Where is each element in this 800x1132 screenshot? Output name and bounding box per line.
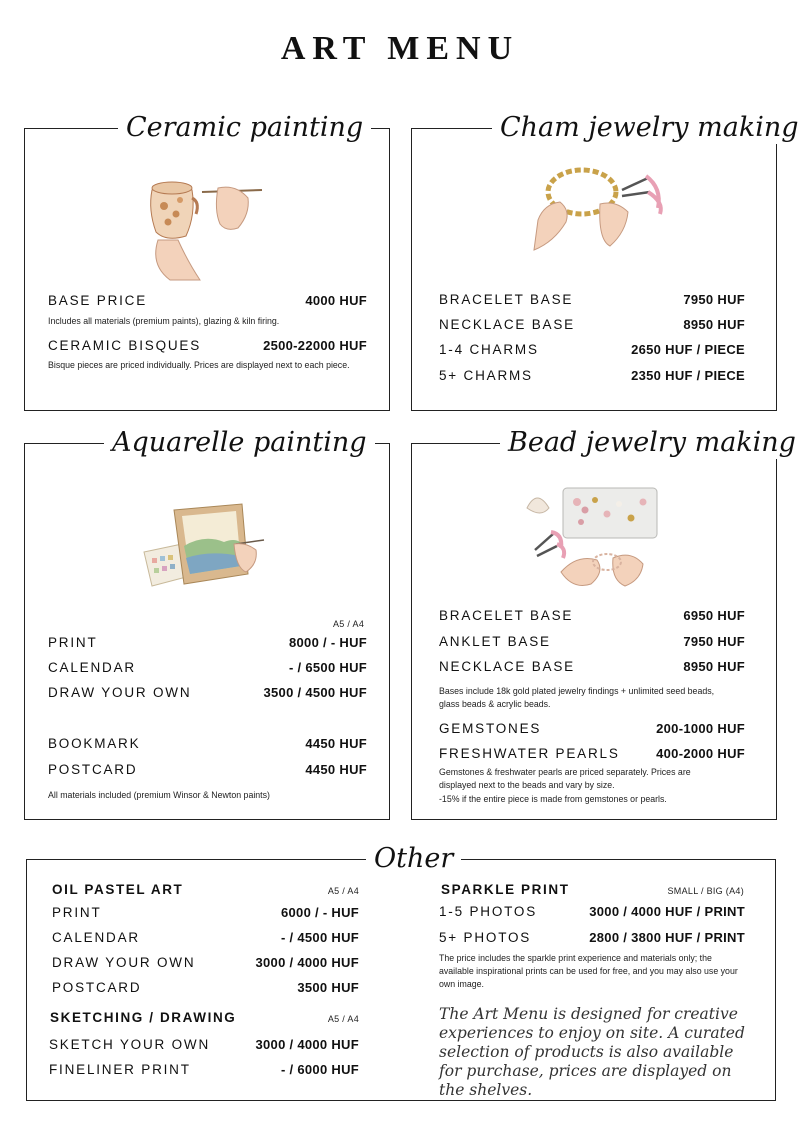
- bead-title: Bead jewelry making: [500, 427, 800, 459]
- oil-pastel-item-price: 3000 / 4000 HUF: [255, 955, 359, 970]
- bead-item-price: 7950 HUF: [683, 634, 745, 649]
- oil-pastel-row: [52, 905, 359, 920]
- charm-item-price: 2650 HUF / PIECE: [631, 342, 745, 357]
- aquarelle-item-price: - / 6500 HUF: [288, 660, 367, 675]
- oil-pastel-heading: OIL PASTEL ART: [52, 882, 184, 897]
- aquarelle-item-label: DRAW YOUR OWN: [48, 685, 192, 700]
- sketching-size-header: A5 / A4: [327, 1014, 359, 1024]
- bead-item-label: NECKLACE BASE: [439, 659, 575, 674]
- aquarelle-item-label: PRINT: [48, 635, 98, 650]
- oil-pastel-item-label: POSTCARD: [52, 980, 142, 995]
- aquarelle-item-label: CALENDAR: [48, 660, 136, 675]
- sketching-item-price: - / 6000 HUF: [280, 1062, 359, 1077]
- aquarelle-illustration: [138, 498, 268, 593]
- aquarelle-row: [48, 762, 367, 777]
- charm-title: Cham jewelry making: [492, 112, 800, 144]
- charm-item-label: 1-4 CHARMS: [439, 342, 539, 357]
- bead-extra-price: 200-1000 HUF: [656, 721, 745, 736]
- ceramic-base-note: Includes all materials (premium paints), glazing & kiln firing.: [48, 316, 280, 326]
- oil-pastel-item-label: PRINT: [52, 905, 102, 920]
- bead-extras-note: Gemstones & freshwater pearls are priced separately. Prices are displayed next to the beads and vary by size.: [439, 767, 691, 790]
- aquarelle-title: Aquarelle painting: [104, 427, 375, 459]
- sparkle-item-price: 2800 / 3800 HUF / PRINT: [589, 930, 745, 945]
- charm-row: [439, 368, 745, 383]
- aquarelle-note: All materials included (premium Winsor & Newton paints): [48, 790, 270, 800]
- aquarelle-item-price: 4450 HUF: [305, 762, 367, 777]
- sketching-row: [49, 1037, 359, 1052]
- bead-extra-label: GEMSTONES: [439, 721, 542, 736]
- oil-pastel-item-price: 3500 HUF: [297, 980, 359, 995]
- ceramic-bisque-row: [48, 338, 367, 353]
- oil-pastel-row: [52, 955, 359, 970]
- aquarelle-row: [48, 660, 367, 675]
- oil-pastel-row: [52, 980, 359, 995]
- aquarelle-size-header: A5 / A4: [333, 619, 365, 629]
- aquarelle-item-label: BOOKMARK: [48, 736, 141, 751]
- charm-item-label: NECKLACE BASE: [439, 317, 575, 332]
- sparkle-row: [439, 904, 745, 919]
- sketching-item-price: 3000 / 4000 HUF: [255, 1037, 359, 1052]
- bead-item-price: 8950 HUF: [683, 659, 745, 674]
- sketching-row: [49, 1062, 359, 1077]
- aquarelle-row: [48, 736, 367, 751]
- bead-item-price: 6950 HUF: [683, 608, 745, 623]
- sketching-heading: SKETCHING / DRAWING: [50, 1010, 237, 1025]
- charm-row: [439, 342, 745, 357]
- sparkle-item-price: 3000 / 4000 HUF / PRINT: [589, 904, 745, 919]
- aquarelle-item-price: 8000 / - HUF: [288, 635, 367, 650]
- ceramic-bisque-label: CERAMIC BISQUES: [48, 338, 202, 353]
- charm-item-price: 2350 HUF / PIECE: [631, 368, 745, 383]
- bead-base-note: Bases include 18k gold plated jewelry findings + unlimited seed beads, glass beads & acrylic beads.: [439, 686, 715, 709]
- sparkle-size-header: SMALL / BIG (A4): [667, 886, 744, 896]
- sparkle-row: [439, 930, 745, 945]
- sparkle-item-label: 1-5 PHOTOS: [439, 904, 538, 919]
- charm-jewelry-illustration: [530, 160, 670, 255]
- bead-jewelry-illustration: [515, 480, 665, 590]
- bead-discount-note: -15% if the entire piece is made from gemstones or pearls.: [439, 794, 667, 804]
- sparkle-heading: SPARKLE PRINT: [441, 882, 570, 897]
- charm-item-price: 8950 HUF: [683, 317, 745, 332]
- ceramic-base-price: 4000 HUF: [305, 293, 367, 308]
- aquarelle-row: [48, 635, 367, 650]
- closing-statement: The Art Menu is designed for creative experiences to enjoy on site. A curated selection of products is also available for purchase, prices are displayed on the shelves.: [439, 1005, 745, 1099]
- aquarelle-item-label: POSTCARD: [48, 762, 138, 777]
- oil-pastel-heading-row: [52, 882, 359, 897]
- bead-row: [439, 659, 745, 674]
- sparkle-heading-row: [441, 882, 744, 897]
- bead-item-label: ANKLET BASE: [439, 634, 551, 649]
- oil-pastel-item-label: DRAW YOUR OWN: [52, 955, 196, 970]
- page-title: ART MENU: [280, 30, 520, 67]
- sketching-heading-row: [50, 1010, 359, 1025]
- ceramic-title: Ceramic painting: [118, 112, 371, 144]
- oil-pastel-item-price: - / 4500 HUF: [280, 930, 359, 945]
- charm-item-price: 7950 HUF: [683, 292, 745, 307]
- ceramic-bisque-note: Bisque pieces are priced individually. Prices are displayed next to each piece.: [48, 360, 350, 370]
- sketching-item-label: SKETCH YOUR OWN: [49, 1037, 211, 1052]
- ceramic-bisque-price: 2500-22000 HUF: [263, 338, 367, 353]
- charm-item-label: BRACELET BASE: [439, 292, 574, 307]
- aquarelle-item-price: 3500 / 4500 HUF: [263, 685, 367, 700]
- sparkle-note: The price includes the sparkle print experience and materials only; the available inspirational prints can be used for free, and you may also use your own image.: [439, 953, 738, 989]
- bead-row: [439, 634, 745, 649]
- sparkle-item-label: 5+ PHOTOS: [439, 930, 532, 945]
- bead-extra-row: [439, 721, 745, 736]
- ceramic-base-row: [48, 293, 367, 308]
- ceramic-base-label: BASE PRICE: [48, 293, 148, 308]
- bead-extra-row: [439, 746, 745, 761]
- bead-extra-price: 400-2000 HUF: [656, 746, 745, 761]
- ceramic-painting-illustration: [140, 170, 270, 285]
- other-title: Other: [366, 843, 461, 875]
- sketching-item-label: FINELINER PRINT: [49, 1062, 191, 1077]
- charm-row: [439, 317, 745, 332]
- oil-pastel-size-header: A5 / A4: [327, 886, 359, 896]
- bead-row: [439, 608, 745, 623]
- bead-extra-label: FRESHWATER PEARLS: [439, 746, 620, 761]
- charm-row: [439, 292, 745, 307]
- aquarelle-row: [48, 685, 367, 700]
- charm-item-label: 5+ CHARMS: [439, 368, 533, 383]
- aquarelle-item-price: 4450 HUF: [305, 736, 367, 751]
- bead-item-label: BRACELET BASE: [439, 608, 574, 623]
- oil-pastel-item-price: 6000 / - HUF: [280, 905, 359, 920]
- oil-pastel-item-label: CALENDAR: [52, 930, 140, 945]
- oil-pastel-row: [52, 930, 359, 945]
